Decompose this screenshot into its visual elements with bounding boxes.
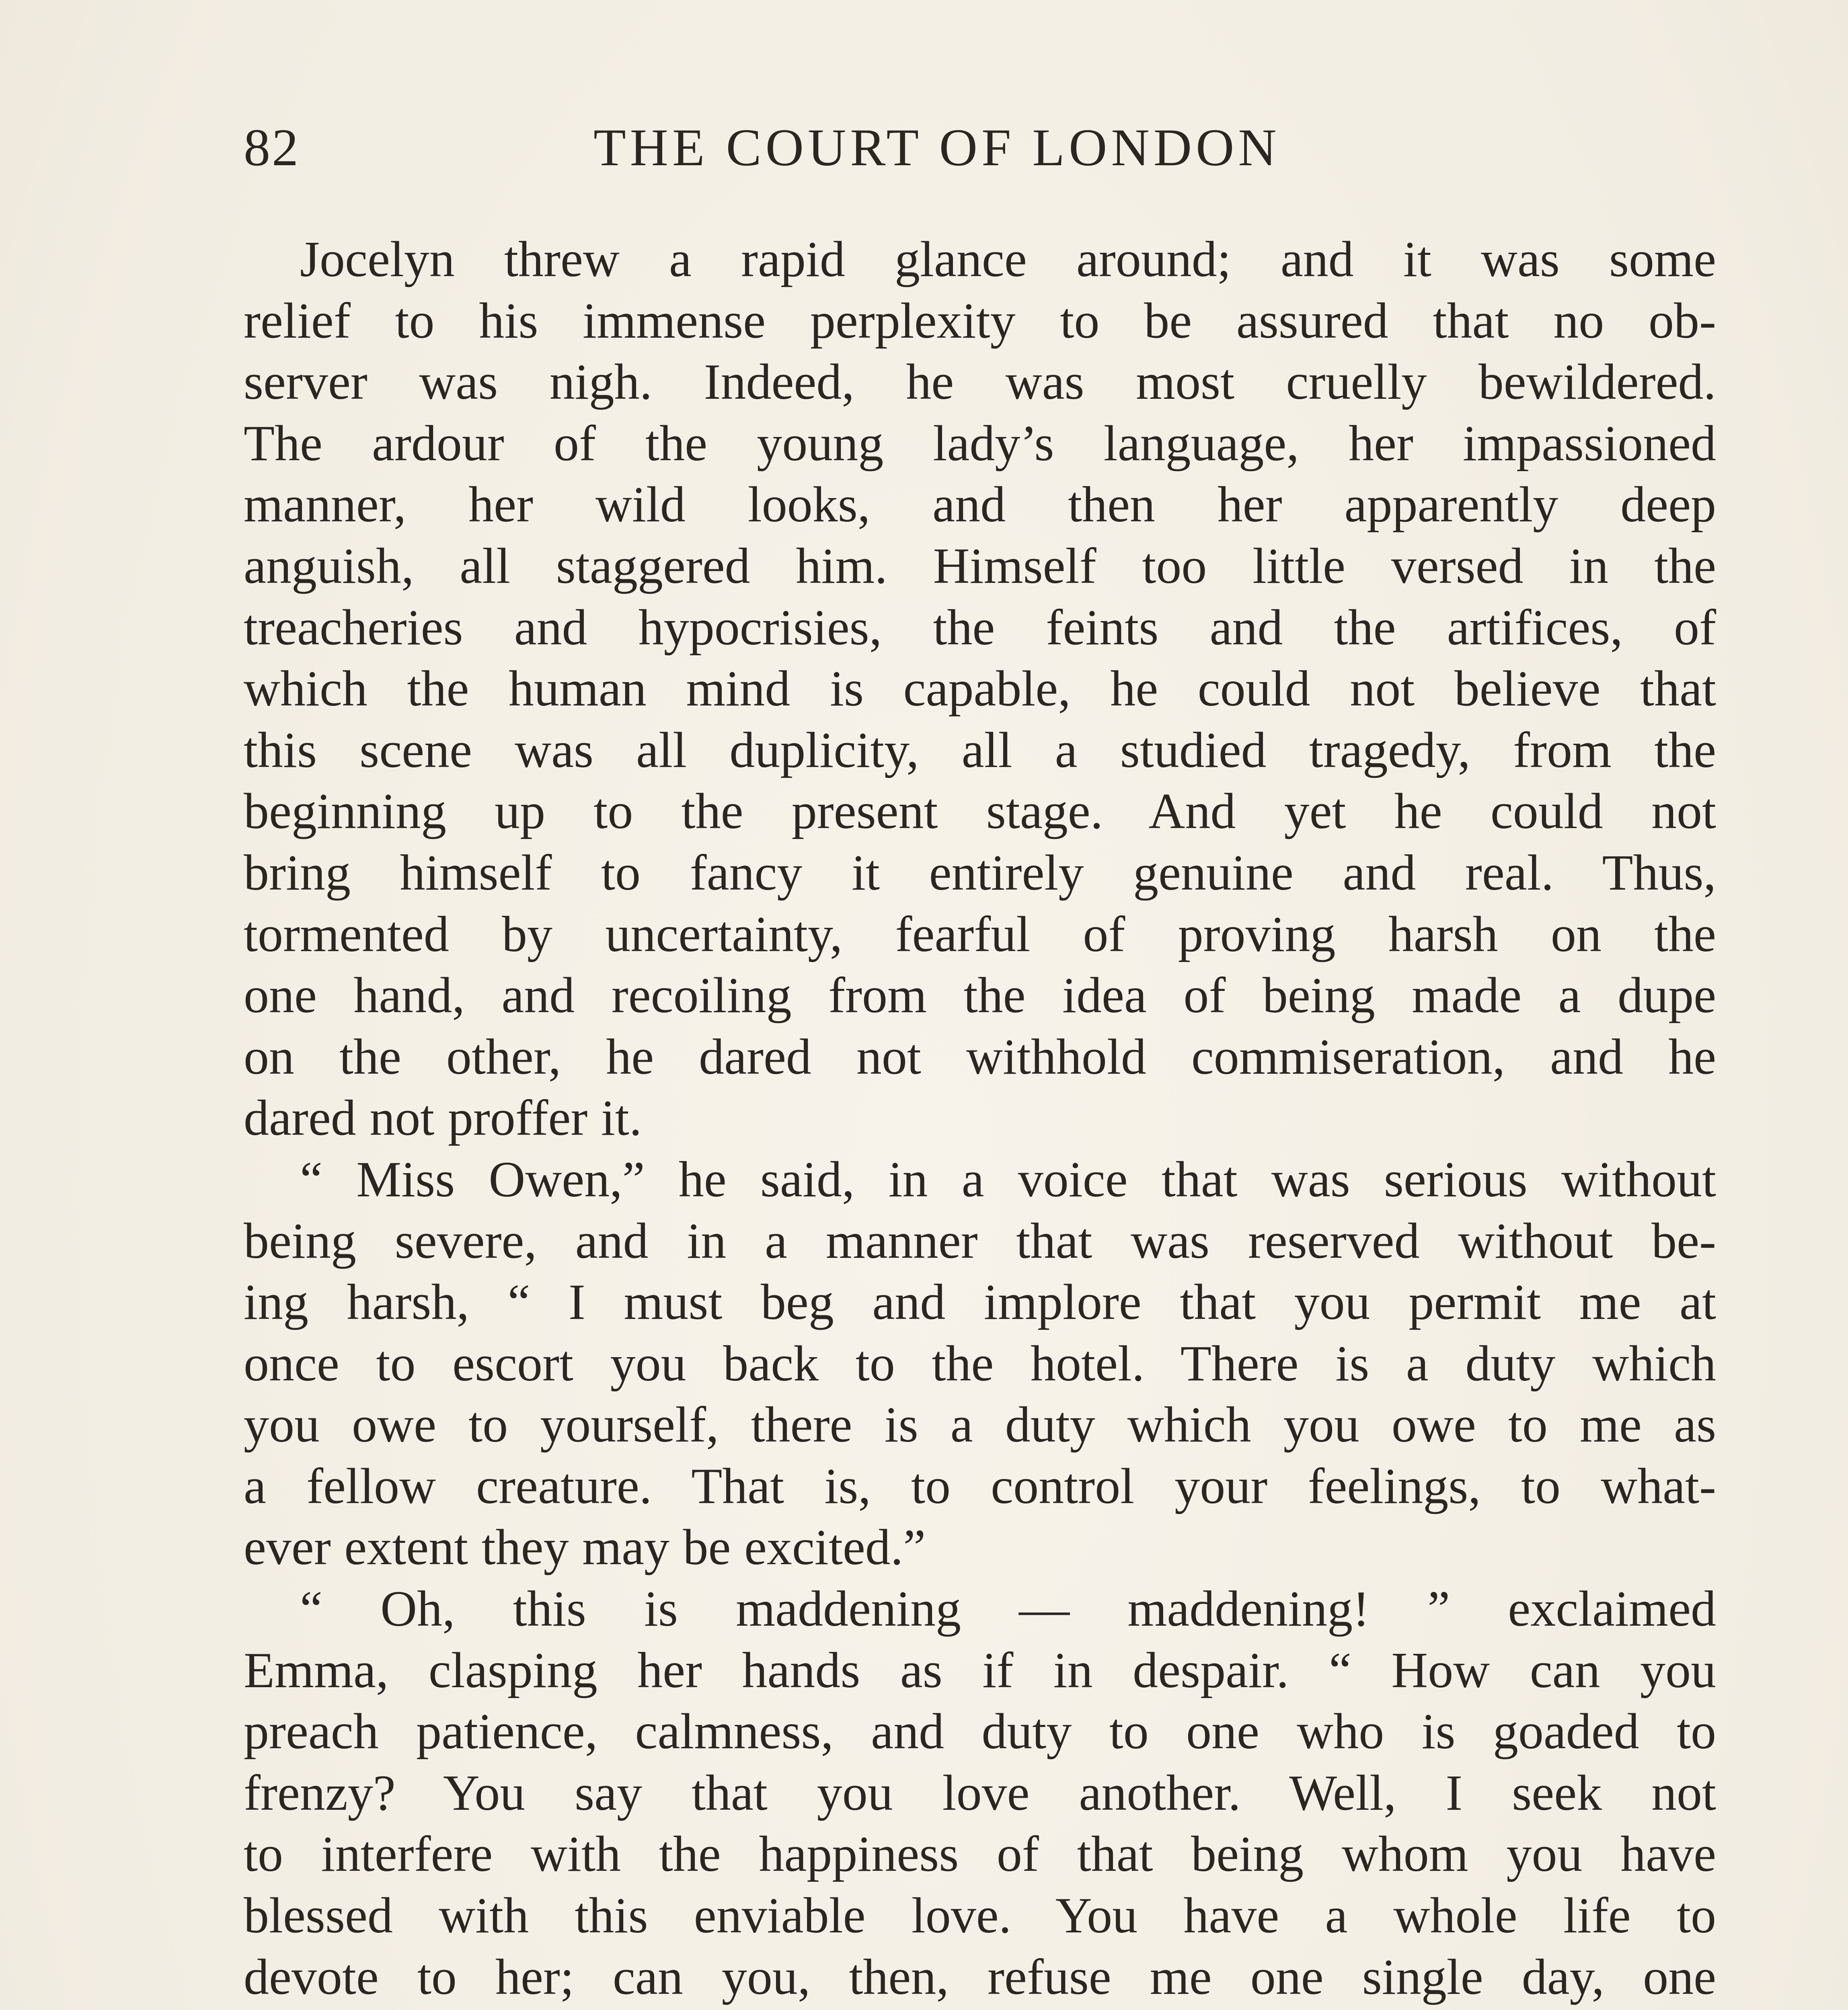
text-line: “ Oh, this is maddening — maddening! ” exclaimed	[300, 1581, 1716, 1637]
text-line	[244, 2008, 1716, 2010]
text-line: on the other, he dared not withhold commiseration, and he	[244, 1029, 1716, 1085]
paragraph	[244, 1149, 1716, 1579]
text-line: frenzy? You say that you love another. Well, I seek not	[244, 1765, 1716, 1821]
text-line: which the human mind is capable, he could not believe that	[244, 661, 1716, 717]
text-line: devote to her; can you, then, refuse me one single day, one	[244, 1949, 1716, 2005]
text-line: The ardour of the young lady’s language, her impassioned	[244, 415, 1716, 472]
text-line: dared not proffer it.	[244, 1090, 642, 1147]
text-line: a fellow creature. That is, to control your feelings, to what-	[244, 1458, 1716, 1514]
paragraph	[244, 229, 1716, 1149]
text-line: blessed with this enviable love. You have a whole life to	[244, 1888, 1716, 1944]
text-line: one hand, and recoiling from the idea of being made a dupe	[244, 968, 1716, 1024]
text-line: anguish, all staggered him. Himself too little versed in the	[244, 538, 1716, 594]
body-text	[244, 229, 1716, 2010]
running-head: THE COURT OF LONDON	[593, 118, 1281, 177]
text-line: treacheries and hypocrisies, the feints and the artifices, of	[244, 599, 1716, 656]
text-line: being severe, and in a manner that was reserved without be-	[244, 1213, 1716, 1269]
text-line: to interfere with the happiness of that being whom you have	[244, 1826, 1716, 1883]
text-line: ever extent they may be excited.”	[244, 1520, 926, 1576]
text-line: preach patience, calmness, and duty to one who is goaded to	[244, 1704, 1716, 1760]
text-line: Jocelyn threw a rapid glance around; and it was some	[300, 232, 1716, 287]
text-line: once to escort you back to the hotel. There is a duty which	[244, 1335, 1716, 1392]
text-line: you owe to yourself, there is a duty which you owe to me as	[244, 1397, 1716, 1453]
paragraph	[244, 1579, 1716, 2010]
text-line: server was nigh. Indeed, he was most cruelly bewildered.	[244, 354, 1716, 410]
text-line: ing harsh, “ I must beg and implore that you permit me at	[244, 1274, 1716, 1331]
text-line: manner, her wild looks, and then her apparently deep	[244, 477, 1716, 533]
text-line: this scene was all duplicity, all a studied tragedy, from the	[244, 722, 1716, 778]
text-line: tormented by uncertainty, fearful of proving harsh on the	[244, 906, 1716, 962]
text-line: bring himself to fancy it entirely genuine and real. Thus,	[244, 845, 1716, 901]
text-line: beginning up to the present stage. And yet he could not	[244, 783, 1716, 840]
text-line: “ Miss Owen,” he said, in a voice that was serious without	[300, 1151, 1716, 1208]
text-line: relief to his immense perplexity to be assured that no ob-	[244, 293, 1716, 349]
page-header	[244, 117, 1772, 193]
text-line: Emma, clasping her hands as if in despair. “ How can you	[244, 1642, 1716, 1698]
page-number: 82	[244, 118, 300, 177]
